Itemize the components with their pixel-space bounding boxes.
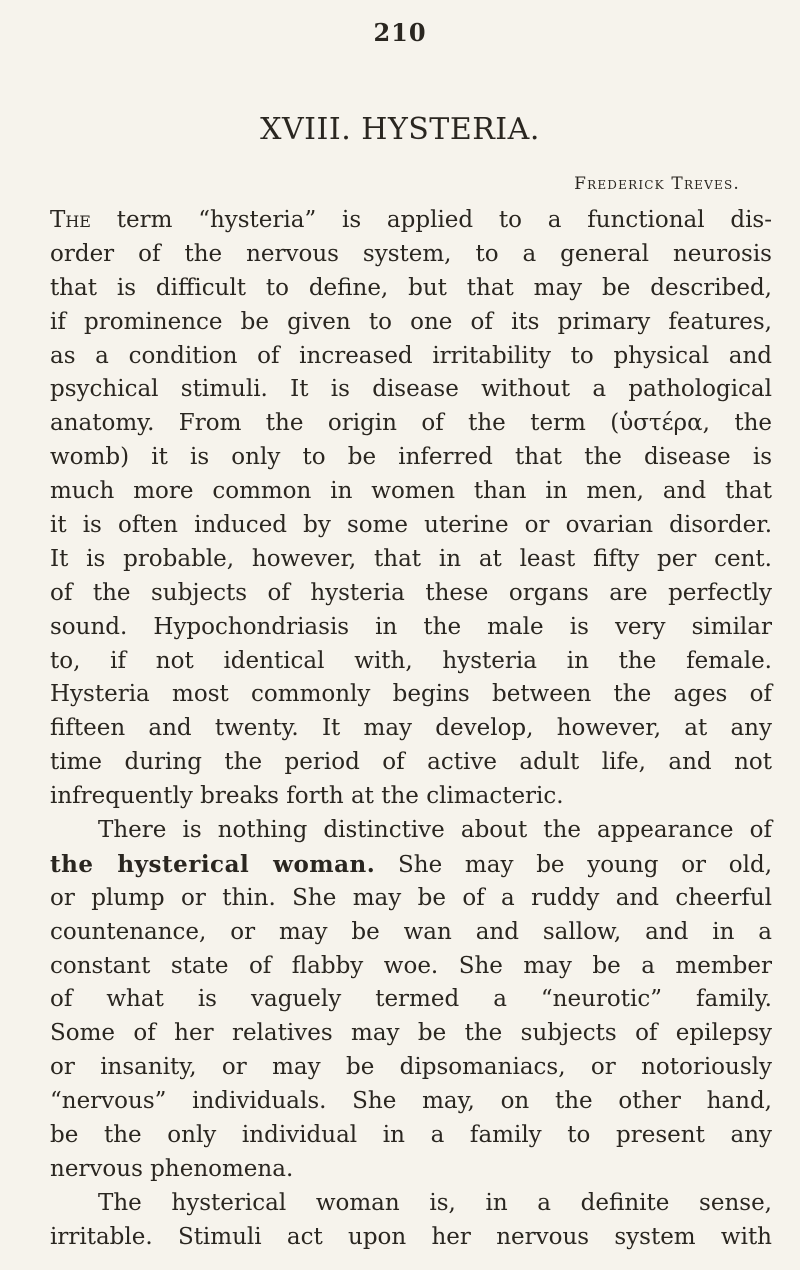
bold-phrase: the hysterical woman. (50, 850, 376, 878)
lead-word: The (50, 207, 91, 233)
author-name: Frederick Treves. (574, 174, 740, 194)
text-line: infrequently breaks forth at the climacteric. (50, 783, 564, 810)
text-line: Some of her relatives may be the subjects of epilepsy (50, 1020, 772, 1047)
text-line: irritable. Stimuli act upon her nervous system with (50, 1223, 772, 1250)
text-line: countenance, or may be wan and sallow, and in a (50, 918, 772, 945)
chapter-title: XVIII. HYSTERIA. (260, 112, 540, 147)
page-number: 210 (373, 18, 427, 47)
text-line: or insanity, or may be dipsomaniacs, or notoriously (50, 1054, 772, 1081)
text-line: or plump or thin. She may be of a ruddy and cheerful (50, 884, 772, 911)
text-line: constant state of flabby woe. She may be a member (50, 952, 772, 979)
text-line: if prominence be given to one of its primary features, (50, 308, 772, 335)
text-line: much more common in women than in men, and that (50, 478, 772, 505)
text-line: The hysterical woman is, in a definite sense, (98, 1189, 772, 1216)
text-line: anatomy. From the origin of the term (ὑστέρα, the (50, 410, 772, 437)
text-segment: term “hysteria” is applied to a functional dis- (116, 207, 773, 233)
text-line: Hysteria most commonly begins between the ages of (50, 681, 772, 708)
text-line: “nervous” individuals. She may, on the other hand, (50, 1088, 772, 1115)
text-line: it is often induced by some uterine or ovarian disorder. (50, 512, 772, 539)
text-line: womb) it is only to be inferred that the disease is (50, 444, 772, 471)
text-line: There is nothing distinctive about the appearance of (98, 817, 772, 844)
text-line: of what is vaguely termed a “neurotic” family. (50, 986, 772, 1013)
text-line: time during the period of active adult life, and not (50, 749, 772, 776)
text-line: order of the nervous system, to a general neurosis (50, 240, 772, 267)
text-line: sound. Hypochondriasis in the male is very similar (50, 613, 772, 640)
text-segment: She may be young or old, (398, 851, 773, 878)
body-text (50, 204, 772, 1255)
text-line: nervous phenomena. (50, 1155, 294, 1182)
text-line: fifteen and twenty. It may develop, however, at any (50, 715, 772, 742)
text-line (50, 848, 772, 882)
text-line: as a condition of increased irritability to physical and (50, 342, 772, 369)
text-line: It is probable, however, that in at least fifty per cent. (50, 545, 772, 572)
text-line: that is difficult to define, but that may be described, (50, 274, 772, 301)
text-line: psychical stimuli. It is disease without a pathological (50, 376, 772, 403)
text-line: to, if not identical with, hysteria in the female. (50, 647, 772, 674)
text-line (50, 204, 772, 238)
text-line: be the only individual in a family to present any (50, 1122, 772, 1149)
text-line: of the subjects of hysteria these organs are perfectly (50, 579, 772, 606)
